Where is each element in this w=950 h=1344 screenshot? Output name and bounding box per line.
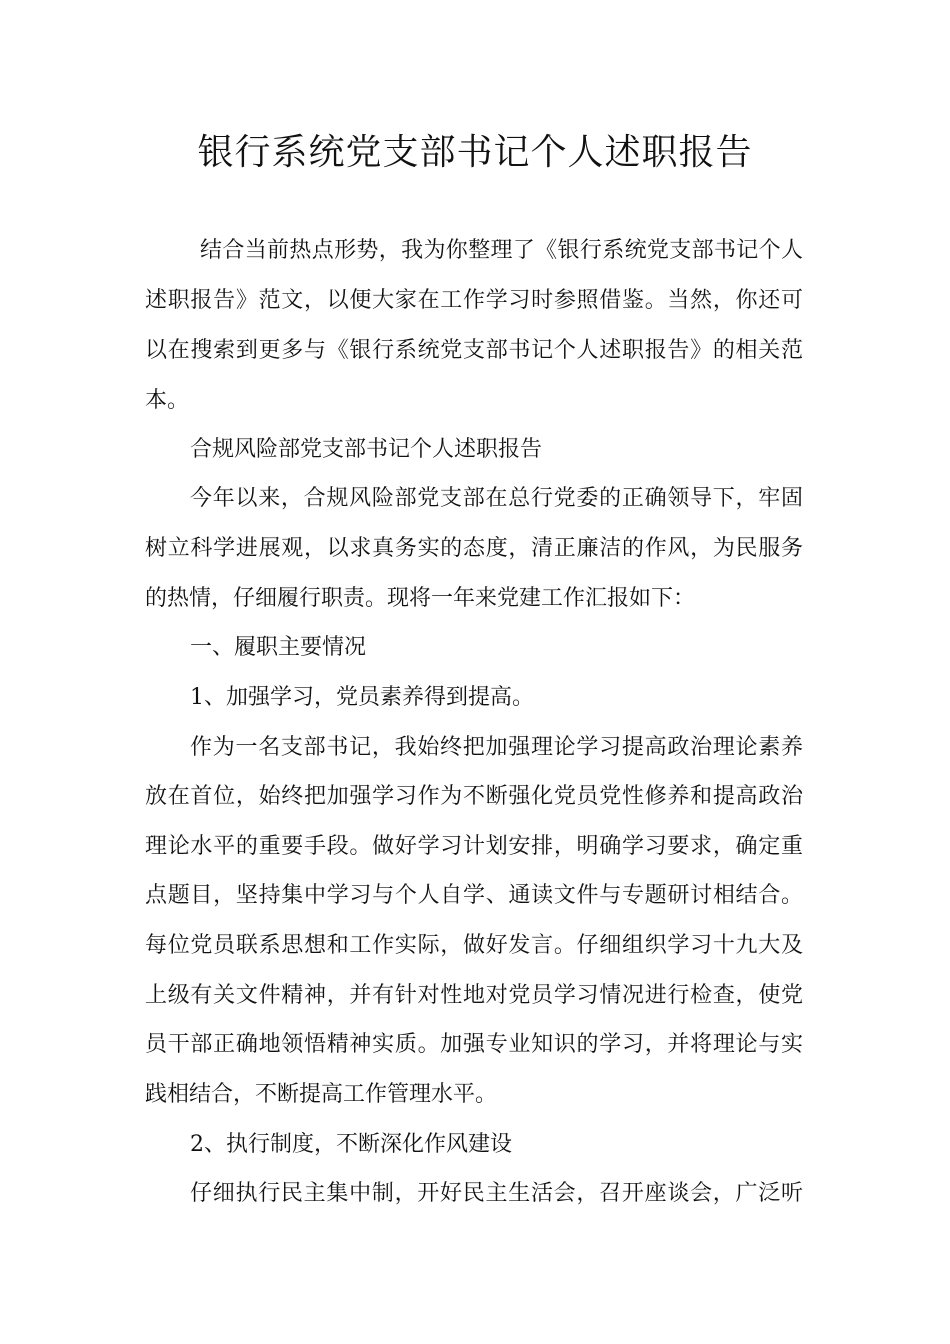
paragraph-line: 每位党员联系思想和工作实际，做好发言。仔细组织学习十九大及 bbox=[145, 933, 803, 958]
paragraph-line: 仔细执行民主集中制，开好民主生活会，召开座谈会，广泛听 bbox=[190, 1181, 803, 1206]
section-heading: 合规风险部党支部书记个人述职报告 bbox=[190, 437, 543, 462]
paragraph-line: 本。 bbox=[145, 388, 190, 413]
paragraph-line: 结合当前热点形势，我为你整理了《银行系统党支部书记个人 bbox=[200, 238, 803, 263]
section-heading: 一、履职主要情况 bbox=[190, 635, 367, 660]
paragraph-line: 点题目，坚持集中学习与个人自学、通读文件与专题研讨相结合。 bbox=[145, 883, 803, 908]
paragraph-line: 理论水平的重要手段。做好学习计划安排，明确学习要求，确定重 bbox=[145, 834, 803, 859]
section-heading: 1、加强学习，党员素养得到提高。 bbox=[190, 685, 534, 710]
paragraph-line: 员干部正确地领悟精神实质。加强专业知识的学习，并将理论与实 bbox=[145, 1032, 803, 1057]
paragraph-line: 的热情，仔细履行职责。现将一年来党建工作汇报如下： bbox=[145, 586, 696, 611]
paragraph-line: 树立科学进展观，以求真务实的态度，清正廉洁的作风，为民服务 bbox=[145, 536, 803, 561]
paragraph-line: 放在首位，始终把加强学习作为不断强化党员党性修养和提高政治 bbox=[145, 784, 803, 809]
paragraph-line: 作为一名支部书记，我始终把加强理论学习提高政治理论素养 bbox=[190, 735, 803, 760]
paragraph-line: 以在搜索到更多与《银行系统党支部书记个人述职报告》的相关范 bbox=[145, 338, 803, 363]
paragraph-line: 上级有关文件精神，并有针对性地对党员学习情况进行检查，使党 bbox=[145, 983, 803, 1008]
paragraph-line: 述职报告》范文，以便大家在工作学习时参照借鉴。当然，你还可 bbox=[145, 288, 803, 313]
document-title: 银行系统党支部书记个人述职报告 bbox=[197, 132, 753, 173]
section-heading: 2、执行制度，不断深化作风建设 bbox=[190, 1132, 512, 1157]
paragraph-line: 今年以来，合规风险部党支部在总行党委的正确领导下，牢固 bbox=[190, 486, 803, 511]
paragraph-line: 践相结合，不断提高工作管理水平。 bbox=[145, 1082, 498, 1107]
